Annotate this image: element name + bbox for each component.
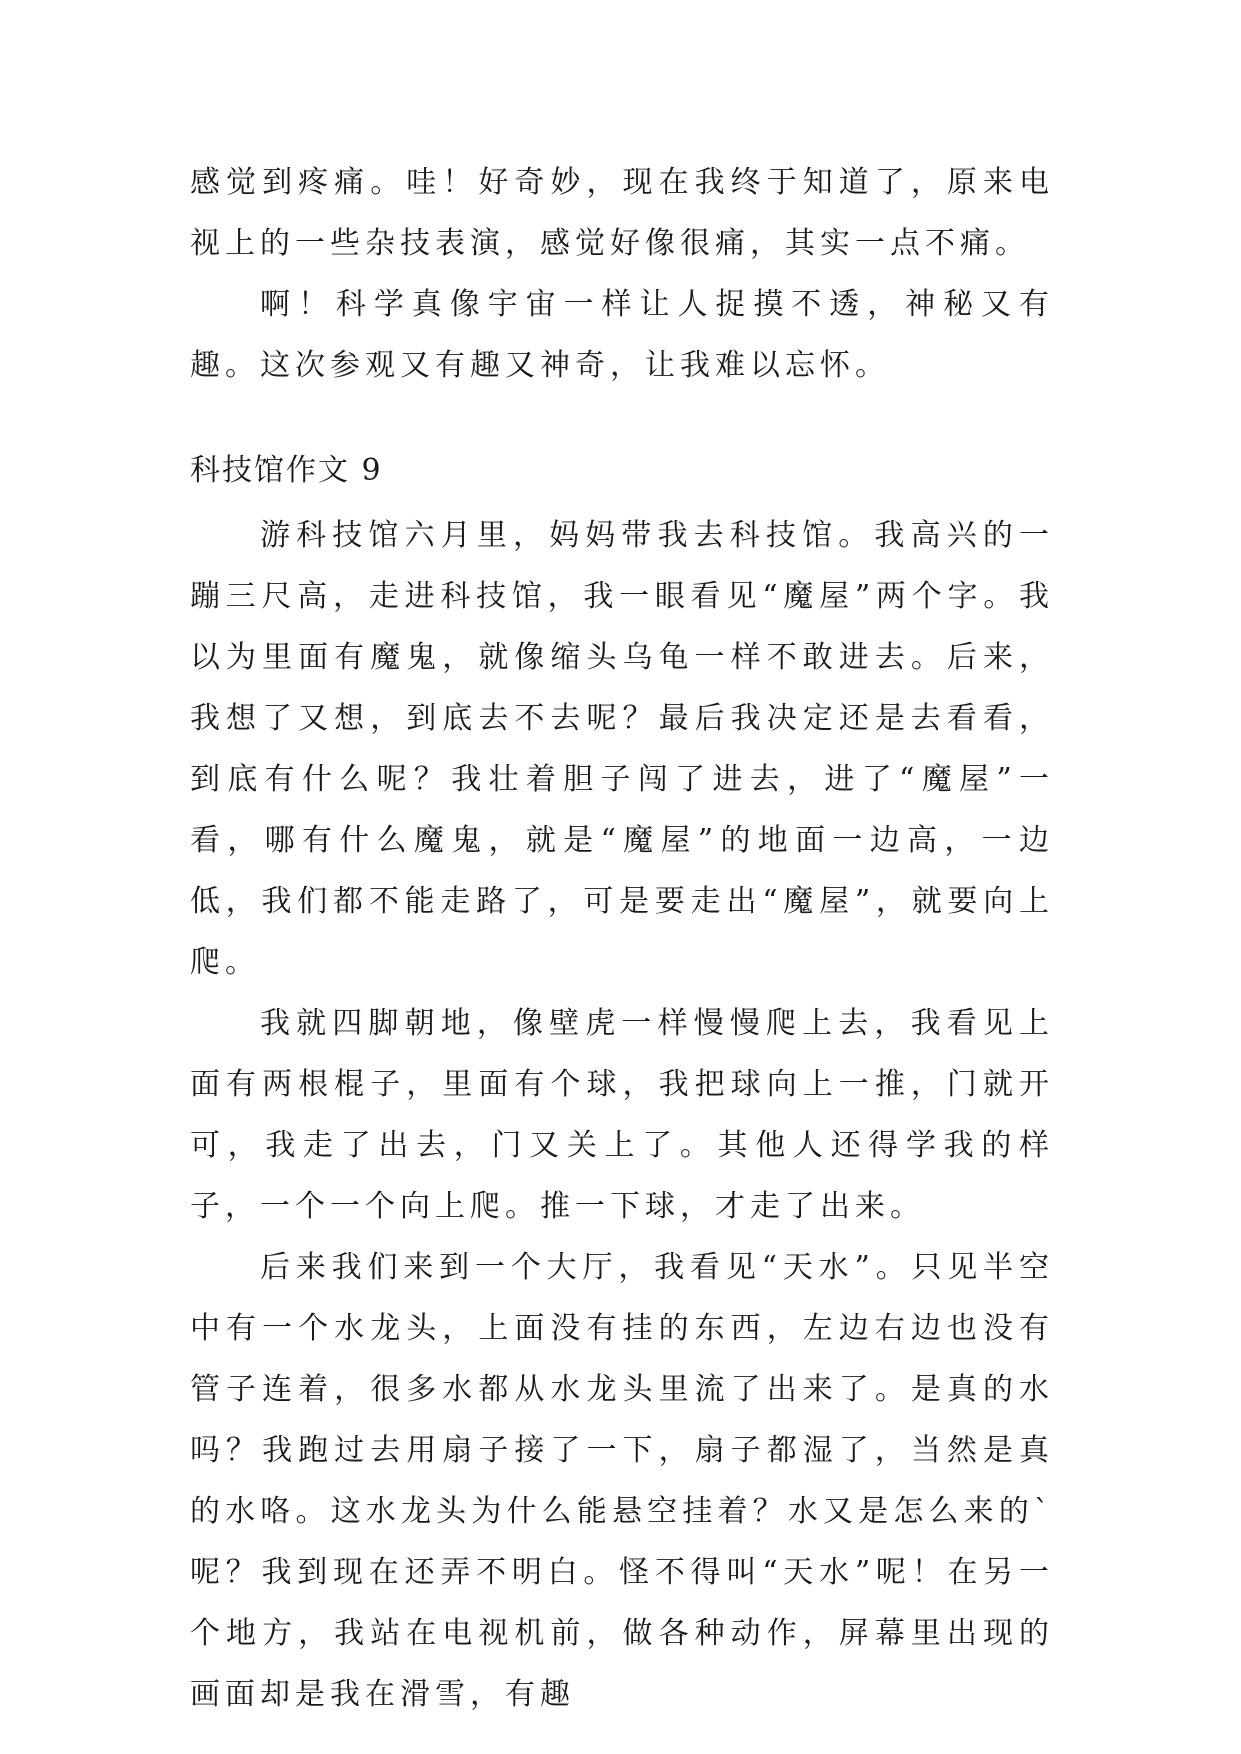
section-heading: 科技馆作文 9 [190,453,383,488]
document-page [190,152,1054,1725]
paragraph-5: 后来我们来到一个大厅，我看见“天水”。只见半空中有一个水龙头，上面没有挂的东西，左边右边也没有管子连着，很多水都从水龙头里流了出来了。是真的水吗？我跑过去用扇子接了一下，扇子都湿了，当然是真的水咯。这水龙头为什么能悬空挂着？水又是怎么来的`呢？我到现在还弄不明白。怪不得叫“天水”呢！在另一个地方，我站在电视机前，做各种动作，屏幕里出现的画面却是我在滑雪，有趣 [190,1250,1054,1712]
paragraph-4: 我就四脚朝地，像壁虎一样慢慢爬上去，我看见上面有两根棍子，里面有个球，我把球向上一推，门就开可，我走了出去，门又关上了。其他人还得学我的样子，一个一个向上爬。推一下球，才走了出来。 [190,1006,1054,1224]
paragraph-1: 感觉到疼痛。哇！好奇妙，现在我终于知道了，原来电视上的一些杂技表演，感觉好像很痛，其实一点不痛。 [190,165,1054,261]
paragraph-2: 啊！科学真像宇宙一样让人捉摸不透，神秘又有趣。这次参观又有趣又神奇，让我难以忘怀。 [190,287,1054,383]
paragraph-3: 游科技馆六月里，妈妈带我去科技馆。我高兴的一蹦三尺高，走进科技馆，我一眼看见“魔屋”两个字。我以为里面有魔鬼，就像缩头乌龟一样不敢进去。后来，我想了又想，到底去不去呢？最后我决定还是去看看，到底有什么呢？我壮着胆子闯了进去，进了“魔屋”一看，哪有什么魔鬼，就是“魔屋”的地面一边高，一边低，我们都不能走路了，可是要走出“魔屋”，就要向上爬。 [190,518,1054,980]
